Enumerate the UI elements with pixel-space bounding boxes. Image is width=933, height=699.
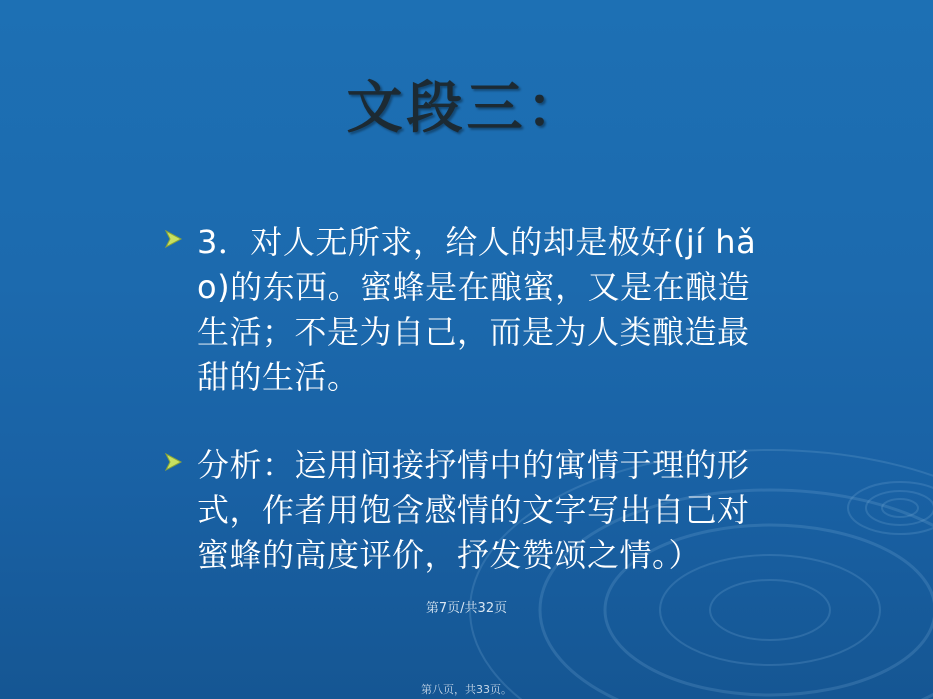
page-indicator: 第7页/共32页 <box>425 601 508 616</box>
arrow-bullet-icon <box>163 220 197 254</box>
bullet-item-1 <box>163 220 763 400</box>
bullet-text: 3．对人无所求，给人的却是极好(jí hǎo)的东西。蜜蜂是在酿蜜，又是在酿造生活；不是为自己，而是为人类酿造最甜的生活。 <box>197 223 757 396</box>
slide-title: 文段三： <box>346 75 587 141</box>
arrow-bullet-icon <box>163 443 197 477</box>
bullet-text: 分析：运用间接抒情中的寓情于理的形式，作者用饱含感情的文字写出自己对蜜蜂的高度评价，抒发赞颂之情。） <box>197 446 750 574</box>
footer-text: 第八页，共33页。 <box>421 683 512 696</box>
bullet-item-2 <box>163 443 763 578</box>
